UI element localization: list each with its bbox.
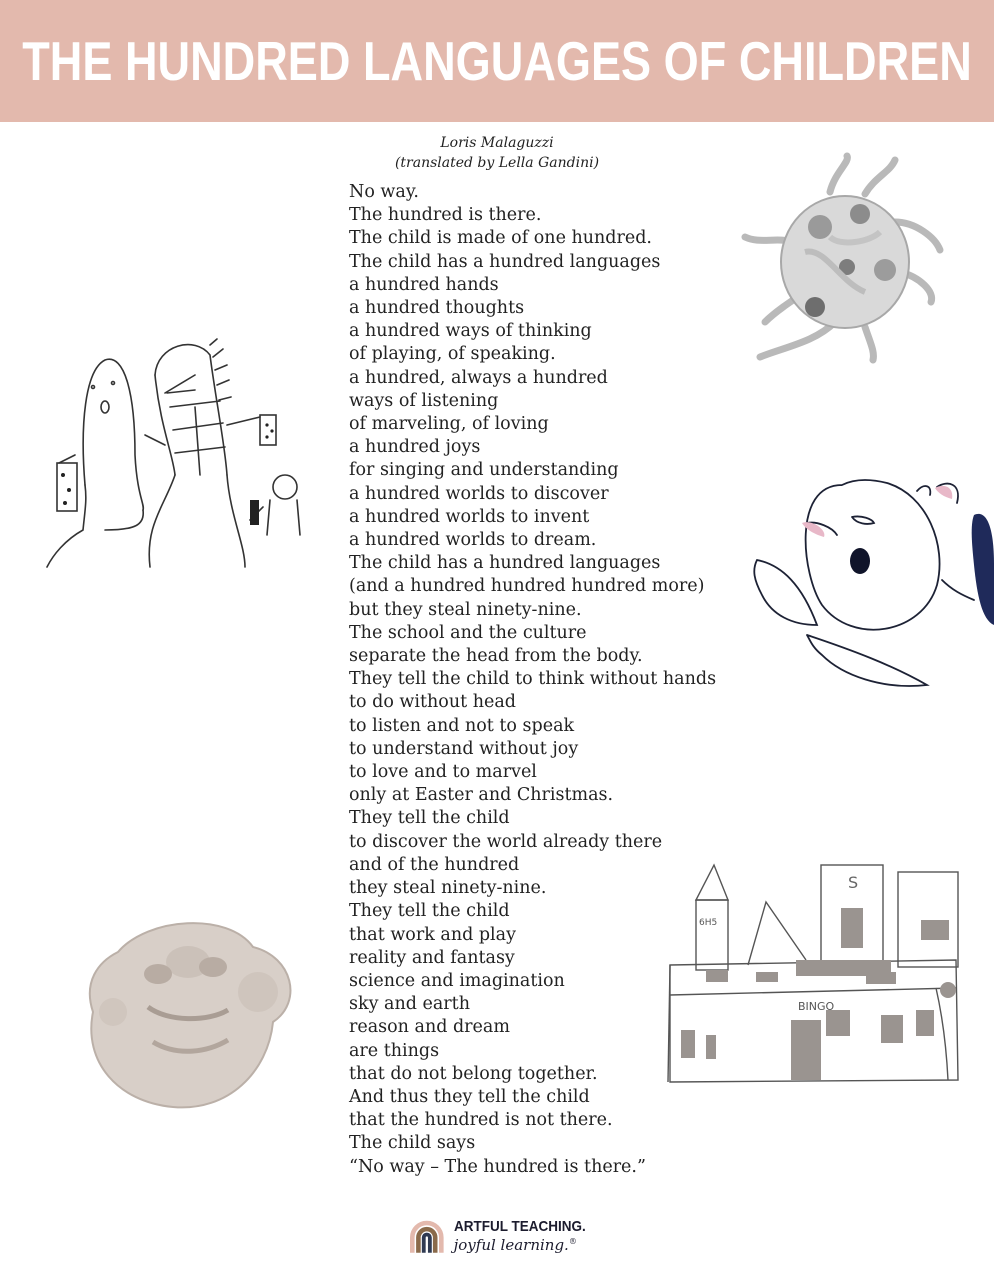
poem-line: They tell the child to think without hands <box>349 669 717 690</box>
tagline-text: joyful learning. <box>453 1236 569 1254</box>
poem-line: The child is made of one hundred. <box>349 228 652 249</box>
poem-line: and of the hundred <box>349 854 520 875</box>
poem-line: The child has a hundred languages <box>349 251 661 272</box>
brand-name: ARTFUL TEACHING. <box>453 1218 586 1235</box>
poem-line: No way. <box>349 182 419 202</box>
poem-line: for singing and understanding <box>349 460 619 481</box>
poem-line: a hundred joys <box>349 437 481 458</box>
poem-line: are things <box>349 1040 440 1061</box>
poem-line: reason and dream <box>349 1017 510 1038</box>
author-name: Loris Malaguzzi <box>440 135 554 151</box>
poem-line: And thus they tell the child <box>349 1086 590 1107</box>
poem-line: to love and to marvel <box>349 762 537 783</box>
translator-credit: (translated by Lella Gandini) <box>394 155 600 171</box>
poem-line: but they steal ninety-nine. <box>349 599 582 620</box>
poem-line: they steal ninety-nine. <box>349 878 547 899</box>
poem-line: The hundred is there. <box>349 205 542 226</box>
poem-line: a hundred thoughts <box>349 298 525 319</box>
town-drawing-image <box>666 860 968 1085</box>
poem-line: that the hundred is not there. <box>349 1110 613 1131</box>
poem-line: They tell the child <box>349 808 510 829</box>
brand-tagline <box>454 1236 600 1254</box>
poem-line: of marveling, of loving <box>349 414 549 435</box>
page-title: THE HUNDRED LANGUAGES OF CHILDREN <box>22 30 972 92</box>
clay-face-image <box>78 912 300 1112</box>
poem-line: The school and the culture <box>349 622 587 643</box>
footer-logo <box>410 1212 600 1260</box>
poem-line: to do without head <box>349 692 516 713</box>
svg-text:S: S <box>848 873 859 892</box>
poem-line: ways of listening <box>349 390 499 411</box>
poem-line: only at Easter and Christmas. <box>349 785 614 806</box>
poem-line: separate the head from the body. <box>349 646 643 667</box>
poem-line: a hundred ways of thinking <box>349 321 592 342</box>
poem-text <box>349 181 716 1179</box>
poem-line: to discover the world already there <box>349 831 663 852</box>
rainbow-arch-icon <box>410 1214 444 1258</box>
poem-line: (and a hundred hundred hundred more) <box>349 576 705 597</box>
poem-line: The child has a hundred languages <box>349 553 661 574</box>
clay-creature-image <box>735 152 950 364</box>
poem-line: a hundred worlds to dream. <box>349 530 597 551</box>
poem-line: to understand without joy <box>349 738 579 759</box>
poem-line: “No way – The hundred is there.” <box>349 1156 646 1177</box>
poem-line: that do not belong together. <box>349 1063 598 1084</box>
face-drawing-image <box>752 475 994 700</box>
poem-line: sky and earth <box>349 994 470 1015</box>
svg-text:6H5: 6H5 <box>699 918 718 928</box>
poem-line: a hundred, always a hundred <box>349 367 608 388</box>
poem-line: a hundred worlds to invent <box>349 506 590 527</box>
poem-line: to listen and not to speak <box>349 715 575 736</box>
poem-line: The child says <box>349 1133 476 1154</box>
poem-line: a hundred worlds to discover <box>349 483 609 504</box>
trademark-symbol: ® <box>568 1237 577 1246</box>
poem-line: of playing, of speaking. <box>349 344 556 365</box>
title-banner <box>0 0 994 122</box>
poem-line: a hundred hands <box>349 274 499 295</box>
svg-text:BINGO: BINGO <box>798 1000 835 1013</box>
poem-line: that work and play <box>349 924 516 945</box>
poem-line: science and imagination <box>349 970 565 991</box>
poem-line: reality and fantasy <box>349 947 515 968</box>
poem-line: They tell the child <box>349 901 510 922</box>
figures-drawing-image <box>45 335 307 571</box>
